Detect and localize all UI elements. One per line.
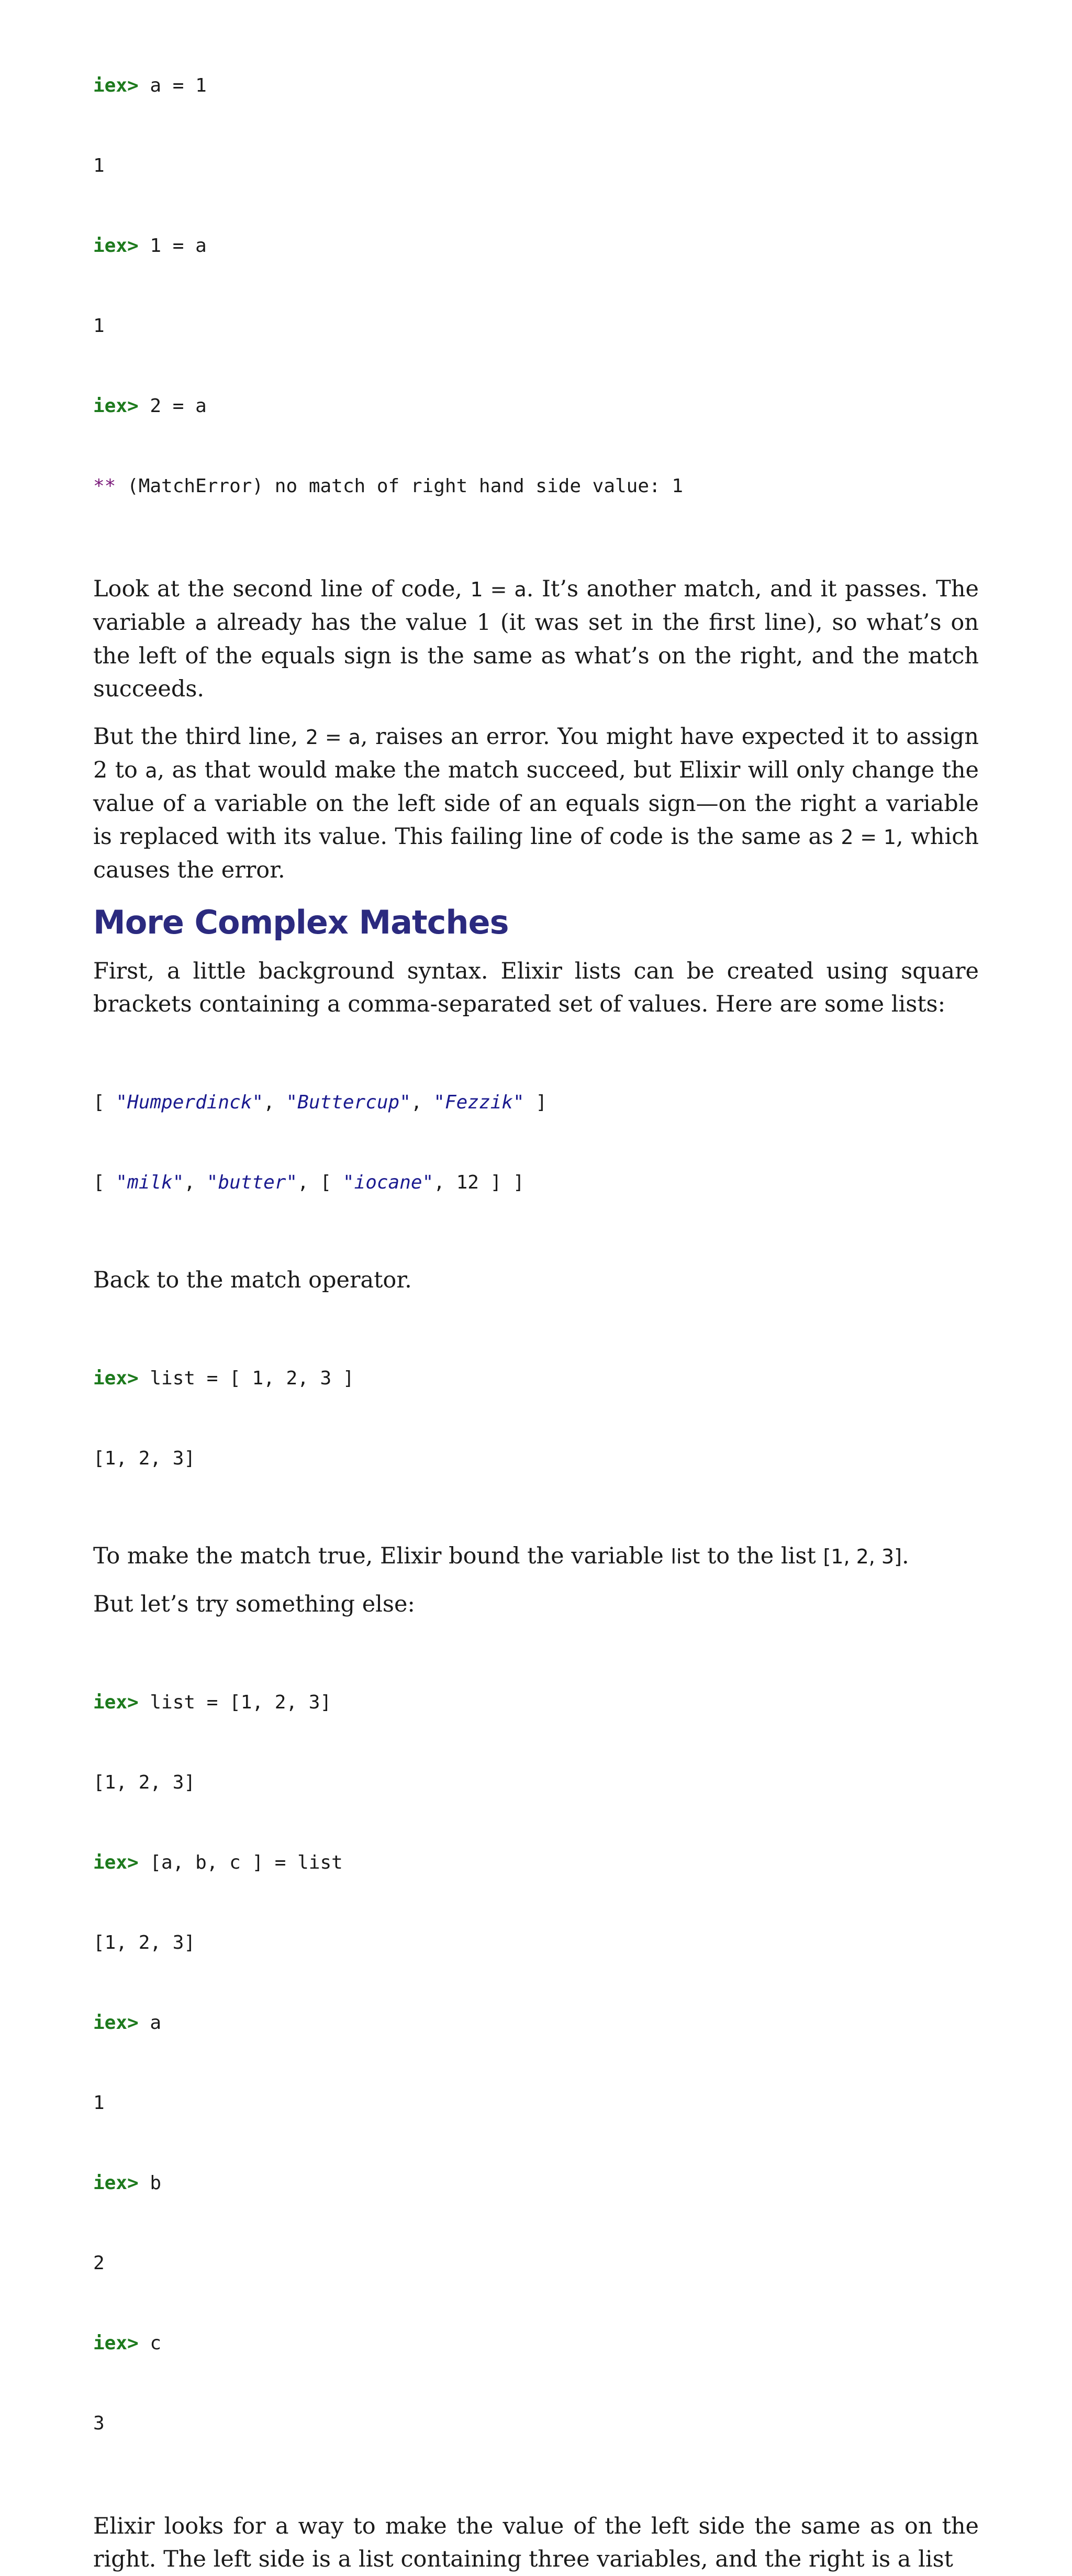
code-output: 3 — [93, 2413, 105, 2434]
code-text: c — [138, 2333, 162, 2354]
book-page — [93, 19, 979, 2576]
code-block-lists — [93, 1036, 979, 1249]
code-line — [93, 2330, 979, 2357]
code-text: list = [1, 2, 3] — [138, 1692, 332, 1713]
paragraph-lists-intro: First, a little background syntax. Elixir lists can be created using square brackets containing a comma-separated set of values. Here are some lists: — [93, 958, 979, 1017]
paragraph-left-side: Elixir looks for a way to make the value of the left side the same as on the right. The left side is a list containing three variables, and the right is a list — [93, 2513, 979, 2572]
inline-code: 1 = a — [470, 578, 527, 601]
iex-prompt: iex> — [93, 2012, 139, 2034]
code-text: 1 = a — [138, 235, 207, 257]
paragraph-back-to-match: Back to the match operator. — [93, 1267, 412, 1293]
code-block-list-bind — [93, 1312, 979, 1525]
string-literal: "iocane" — [342, 1172, 434, 1193]
code-line — [93, 393, 979, 419]
string-literal: "Buttercup" — [286, 1092, 411, 1113]
code-text: ] — [524, 1092, 548, 1113]
iex-prompt: iex> — [93, 2172, 139, 2194]
error-marker: ** — [93, 475, 116, 497]
iex-prompt: iex> — [93, 235, 139, 257]
iex-prompt: iex> — [93, 395, 139, 417]
paragraph-second-line — [93, 573, 979, 706]
inline-code: [1, 2, 3] — [823, 1545, 902, 1568]
inline-code: a — [145, 759, 158, 782]
inline-code: 2 = 1 — [841, 826, 896, 849]
code-line — [93, 72, 979, 99]
code-text: [ — [93, 1172, 116, 1193]
text: To make the match true, Elixir bound the variable — [93, 1543, 671, 1569]
code-text: 2 = a — [138, 395, 207, 417]
inline-code: a — [195, 612, 207, 635]
code-line — [93, 232, 979, 259]
paragraph-bound-list — [93, 1540, 979, 1573]
code-block-destructure — [93, 1636, 979, 2490]
code-line — [93, 2009, 979, 2036]
code-line — [93, 2170, 979, 2196]
code-error-line — [93, 473, 979, 499]
code-output: 1 — [93, 155, 105, 176]
text: , which causes the error. — [93, 824, 979, 883]
code-text: , — [263, 1092, 286, 1113]
code-output: [1, 2, 3] — [93, 1772, 196, 1793]
code-text: list = [ 1, 2, 3 ] — [138, 1368, 354, 1389]
iex-prompt: iex> — [93, 1692, 139, 1713]
code-output: [1, 2, 3] — [93, 1932, 196, 1953]
code-output: 1 — [93, 315, 105, 337]
text: already has the value 1 (it was set in the first line), so what’s on the left of the equals sign is the same as what’s on the right, and the match succeeds. — [93, 609, 979, 702]
text: , raises an error. You might have expected it to assign 2 to — [93, 724, 979, 783]
iex-prompt: iex> — [93, 2333, 139, 2354]
code-text: a = 1 — [138, 75, 207, 96]
text: . — [901, 1543, 909, 1569]
code-line — [93, 1089, 979, 1116]
code-line — [93, 1169, 979, 1196]
code-text: , — [410, 1092, 434, 1113]
inline-code: list — [671, 1545, 700, 1568]
string-literal: "butter" — [206, 1172, 298, 1193]
iex-prompt: iex> — [93, 1368, 139, 1389]
error-text: (MatchError) no match of right hand side value: 1 — [116, 475, 684, 497]
code-text: b — [138, 2172, 162, 2194]
iex-prompt: iex> — [93, 1852, 139, 1873]
code-output: 1 — [93, 2092, 105, 2114]
code-line — [93, 1849, 979, 1876]
code-text: , [ — [297, 1172, 343, 1193]
string-literal: "Humperdinck" — [116, 1092, 264, 1113]
code-text: [a, b, c ] = list — [138, 1852, 343, 1873]
section-heading: More Complex Matches — [93, 903, 509, 941]
text: But the third line, — [93, 724, 306, 750]
code-block-match-error — [93, 19, 979, 553]
text: . It’s another match, and it passes. The variable — [93, 576, 979, 636]
paragraph-third-line — [93, 720, 979, 887]
iex-prompt: iex> — [93, 75, 139, 96]
code-output: [1, 2, 3] — [93, 1448, 196, 1469]
code-line — [93, 1689, 979, 1716]
code-text: a — [138, 2012, 162, 2034]
code-text: [ — [93, 1092, 116, 1113]
code-text: , 12 ] ] — [433, 1172, 524, 1193]
text: to the list — [700, 1543, 823, 1569]
code-line — [93, 1365, 979, 1392]
paragraph-try-else: But let’s try something else: — [93, 1591, 415, 1617]
code-output: 2 — [93, 2252, 105, 2274]
string-literal: "Fezzik" — [433, 1092, 524, 1113]
inline-code: 2 = a — [305, 726, 361, 749]
code-text: , — [184, 1172, 207, 1193]
text: Look at the second line of code, — [93, 576, 471, 602]
string-literal: "milk" — [116, 1172, 184, 1193]
text: , as that would make the match succeed, but Elixir will only change the value of a variable on the left side of an equals sign—on the right a variable is replaced with its value. This failing line of code is the same as — [93, 757, 979, 850]
